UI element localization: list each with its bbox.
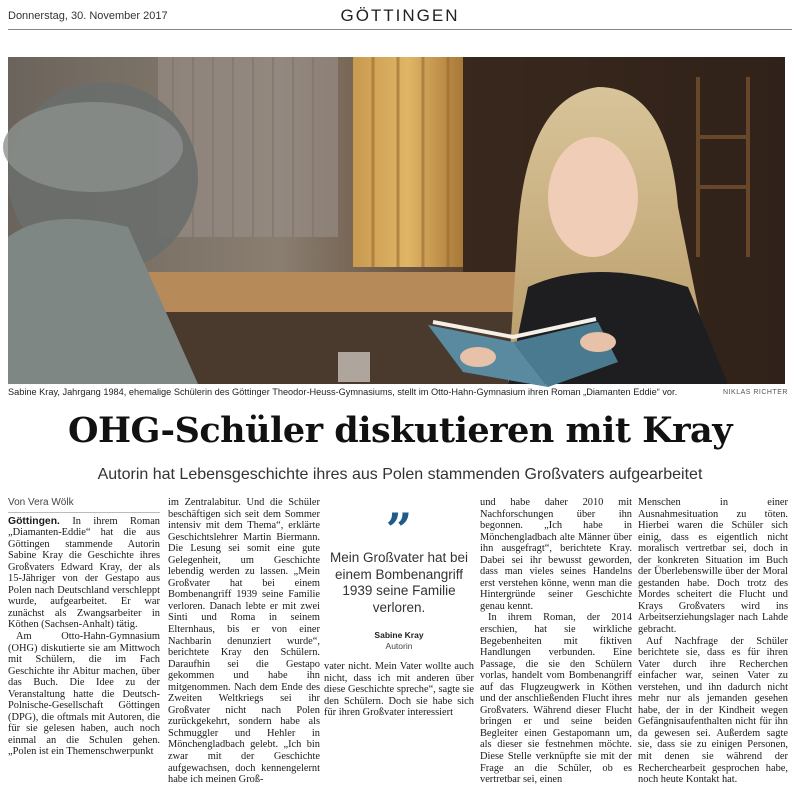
photo-illustration <box>8 57 785 384</box>
article-paragraph: In ihrem Roman, der 2014 erschien, hat sie wirkliche Begebenheiten mit fiktiven Handlungen verbunden. Eine Passage, die sie den Schülern vorlas, handelt vom Bombenangriff auf das Flugzeugwerk in Köthen und der anschließenden Flucht ihres Großvaters. Während dieser Flucht bringen er und seine beiden Begleiter einen Gestapomann um, als dieser sie festnehmen möchte. Diese Stelle verknüpfte sie mit der Frage an die Schüler, ob es vertretbar sei, einen <box>480 612 632 786</box>
article-paragraph: und habe daher 2010 mit Nachforschungen über ihn begonnen. „Ich habe in Mönchengladbach alte Männer über ihn ausgefragt“, berichtete Kray. Dabei sei ihr bewusst geworden, dass man vieles seines Handelns erst verstehen könne, wenn man die Hintergründe seiner Geschichte genau kennt. <box>480 497 632 612</box>
article-column-5 <box>638 497 788 786</box>
pull-quote <box>324 503 474 651</box>
subheadline: Autorin hat Lebensgeschichte ihres aus Polen stammenden Großvaters aufgearbeitet <box>97 466 703 483</box>
article-column-4 <box>480 497 632 786</box>
article-column-3 <box>324 661 474 719</box>
section-title: GÖTTINGEN <box>340 6 460 25</box>
article-column-1 <box>8 497 160 758</box>
photo-caption: Sabine Kray, Jahrgang 1984, ehemalige Schülerin des Göttinger Theodor-Heuss-Gymnasiums, stellt im Otto-Hahn-Gymnasium ihren Roman „Diamanten Eddie“ vor. <box>8 387 678 397</box>
article-paragraph: vater nicht. Mein Vater wollte auch nicht, dass ich mit anderen über diese Geschichte spreche“, sagte sie den Schülern. Doch sie habe sich für ihren Großvater interessiert <box>324 661 474 719</box>
paragraph-text: In ihrem Roman „Diamanten-Eddie“ hat die aus Göttingen stammende Autorin Sabine Kray die Geschichte ihres Großvaters Edward Kray, der als 15-Jähriger von der Gestapo aus Polen nach Deutschland verschleppt wurde, aufgearbeitet. Er war zunächst als Zwangsarbeiter in Köthen (Sachsen-Anhalt) tätig. <box>8 515 160 631</box>
dateline: Göttingen. <box>8 515 60 527</box>
header-rule <box>8 29 792 30</box>
article-paragraph: Am Otto-Hahn-Gymnasium (OHG) diskutierte sie am Mittwoch mit Schülern, die im Fach Geschichte ihr Abitur machen, über das Buch. Die Idee zu der Veranstaltung hatte die Deutsch-Polnische-Gesellschaft Göttingen (DPG), die oftmals mit Autoren, die für sie gelesen haben, auch noch einmal an die Schulen gehen. „Polen ist ein Themenschwerpunkt <box>8 631 160 758</box>
article-column-2 <box>168 497 320 786</box>
article-paragraph: Menschen in einer Ausnahmesituation zu töten. Hierbei waren die Schüler sich einig, dass es eigentlich nicht moralisch vertretbar sei, doch in der konkreten Situation im Buch der Überlebenswille über der Moral gestanden habe. Doch trotz des Mordes scheitert die Flucht und Krays Großvaters wird ins Arbeitserziehungslager nach Lahde gebracht. <box>638 497 788 636</box>
quote-mark-icon: ” <box>385 503 413 557</box>
article-paragraph: im Zentralabitur. Und die Schüler beschäftigen sich seit dem Sommer intensiv mit dem Thema“, erklärte Geschichtslehrer Martin Biermann. Die Lesung sei somit eine gute Gelegenheit, um Geschichte lebendig werden zu lassen. „Mein Großvater hat bei einem Bombenangriff 1939 seine Familie verloren. Danach lebte er mit zwei Sinti und Roma in seinem Elternhaus, bis er von einer Nachbarin denunziert wurde“, berichtete Kray den Schülern. Daraufhin sei die Gestapo gekommen und habe ihn mitgenommen. Nach dem Ende des Zweiten Weltkriegs sei ihr Großvater nicht nach Polen zurückgekehrt, sondern habe als Schmuggler und Hehler in Mönchengladbach gelebt. „Ich bin zwar mit der Geschichte aufgewachsen, doch kennengelernt habe ich meinen Groß- <box>168 497 320 786</box>
quote-role: Autorin <box>385 641 413 651</box>
article-paragraph: Auf Nachfrage der Schüler berichtete sie, dass es für ihren Vater durch ihre Recherchen einfacher war, seinen Vater zu verstehen, und ihn dadurch nicht mehr nur als jemanden gesehen habe, der in der Kindheit wegen Gefängnisaufenthalten nicht für ihn da gewesen sei. Außerdem sagte sie, dass sie zu einigen Personen, mit denen sie während der Recherchearbeit gesprochen habe, noch heute Kontakt hat. <box>638 635 788 786</box>
quote-author: Sabine Kray <box>374 630 424 640</box>
byline: Von Vera Wölk <box>8 497 160 513</box>
issue-date: Donnerstag, 30. November 2017 <box>8 10 168 22</box>
photo-credit: NIKLAS RICHTER <box>723 389 788 396</box>
page-header <box>0 0 800 30</box>
headline: OHG-Schüler diskutieren mit Kray <box>67 410 733 451</box>
quote-text: Mein Großvater hat bei einem Bombenangriff 1939 seine Familie verloren. <box>329 550 469 615</box>
article-photo <box>8 57 785 384</box>
article-paragraph <box>8 516 160 631</box>
